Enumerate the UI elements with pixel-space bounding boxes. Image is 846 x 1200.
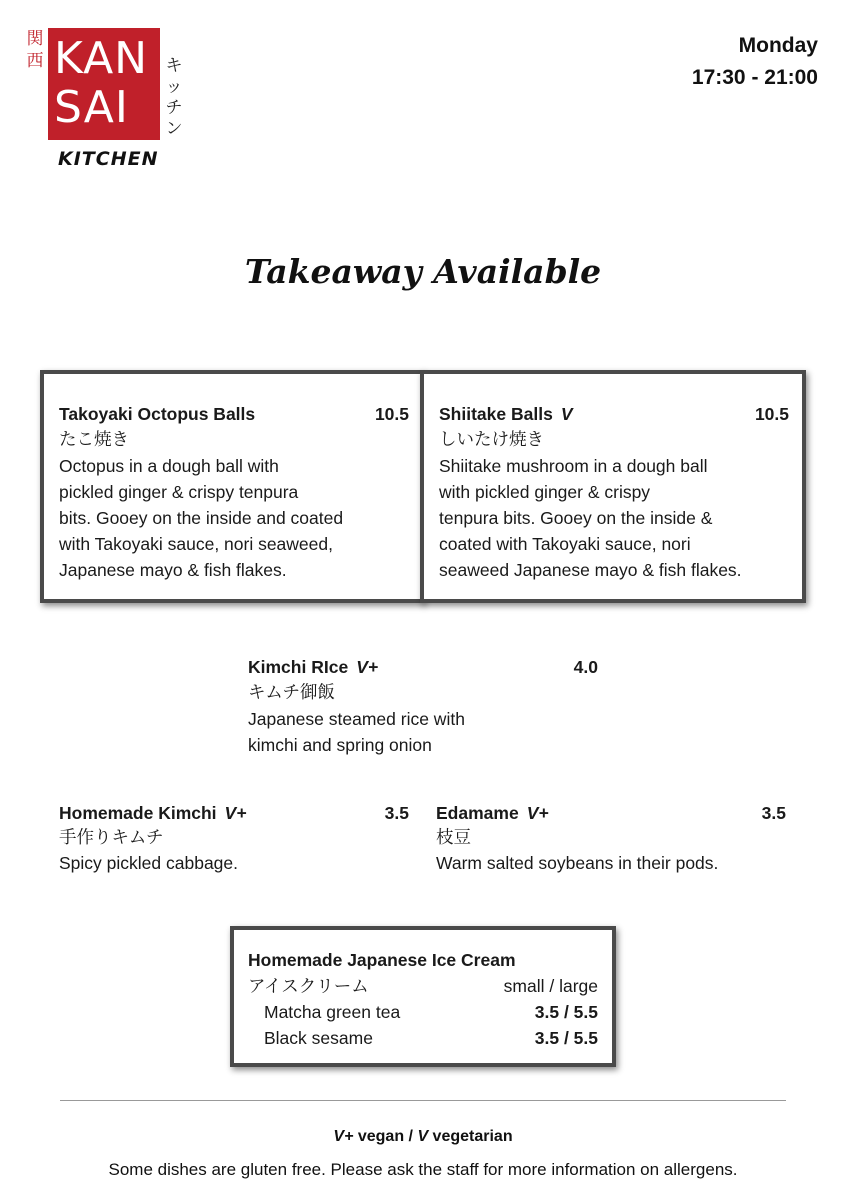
item-desc-line: tenpura bits. Gooey on the inside & [439,508,713,528]
flavor-row [248,1025,598,1051]
item-desc-line: Japanese steamed rice with [248,709,465,729]
item-desc-line: Octopus in a dough ball with [59,456,279,476]
item-price: 3.5 [384,803,409,823]
menu-item-homemade-kimchi [59,800,409,876]
logo-line-1: KAN [54,33,149,84]
flavor-price: 3.5 / 5.5 [534,1028,598,1048]
logo-kitchen: KITCHEN [58,148,159,170]
logo-kanji-sai: 西 [26,51,44,71]
vegetarian-label: vegetarian [428,1128,513,1145]
item-jp-name: アイスクリーム [248,977,369,997]
vegetarian-mark: V [417,1128,429,1145]
menu-item-ice-cream [248,947,598,1051]
menu-item-edamame [436,800,786,876]
logo-kata-n: ン [165,119,183,139]
item-price: 10.5 [754,404,789,424]
item-jp-name: しいたけ焼き [439,430,544,450]
logo-kata-tsu: ッ [165,77,183,97]
vegan-mark: V+ [356,657,379,677]
page-title: Takeaway Available [244,252,602,291]
vegetarian-mark: V [560,404,573,424]
item-desc-line: bits. Gooey on the inside and coated [59,508,344,528]
divider [60,1100,786,1101]
flavor-row [248,999,598,1025]
schedule-day: Monday [738,34,818,57]
item-name: Kimchi RIce [248,657,349,677]
logo-katakana [162,56,186,140]
schedule [692,30,818,94]
item-name: Shiitake Balls [439,404,553,424]
logo-kanji [24,28,46,72]
item-desc-line: seaweed Japanese mayo & fish flakes. [439,560,742,580]
menu-item-kimchi-rice [248,654,598,758]
logo-line-2: SAI [54,82,129,133]
item-desc-line: coated with Takoyaki sauce, nori [439,534,691,554]
item-name: Homemade Kimchi [59,803,217,823]
item-desc-line: Shiitake mushroom in a dough ball [439,456,708,476]
item-desc-line: pickled ginger & crispy tenpura [59,482,299,502]
item-desc-line: Spicy pickled cabbage. [59,853,238,873]
logo-kata-ki: キ [165,56,183,76]
logo [48,28,160,140]
flavor-price: 3.5 / 5.5 [534,1002,598,1022]
item-jp-name: 枝豆 [436,828,471,848]
item-name: Takoyaki Octopus Balls [59,404,256,424]
vegan-mark: V+ [526,803,549,823]
ice-cream-card [230,926,616,1067]
item-name: Edamame [436,803,519,823]
logo-kanji-kan: 関 [26,29,44,49]
size-label: small / large [503,976,598,996]
item-price: 3.5 [761,803,786,823]
item-jp-name: 手作りキムチ [59,828,164,848]
vegan-mark: V+ [333,1128,354,1145]
flavor-name: Matcha green tea [264,1002,401,1022]
vegan-label: vegan / [353,1128,418,1145]
item-name: Homemade Japanese Ice Cream [248,950,516,970]
vegan-mark: V+ [224,803,247,823]
logo-kata-chi: チ [165,98,183,118]
item-desc-line: with Takoyaki sauce, nori seaweed, [59,534,333,554]
menu-item-takoyaki [59,401,409,583]
item-price: 10.5 [374,404,409,424]
flavor-name: Black sesame [264,1028,373,1048]
allergen-note: Some dishes are gluten free. Please ask the staff for more information on allergens. [108,1160,738,1179]
item-jp-name: たこ焼き [59,430,129,450]
shiitake-card [420,370,806,603]
schedule-hours: 17:30 - 21:00 [691,66,818,89]
menu-item-shiitake [439,401,789,583]
item-price: 4.0 [573,657,598,677]
diet-legend [0,1128,846,1146]
item-desc-line: kimchi and spring onion [248,735,432,755]
item-desc-line: Japanese mayo & fish flakes. [59,560,287,580]
takoyaki-card [40,370,424,603]
item-desc-line: with pickled ginger & crispy [439,482,651,502]
item-jp-name: キムチ御飯 [248,683,335,703]
item-desc-line: Warm salted soybeans in their pods. [436,853,719,873]
